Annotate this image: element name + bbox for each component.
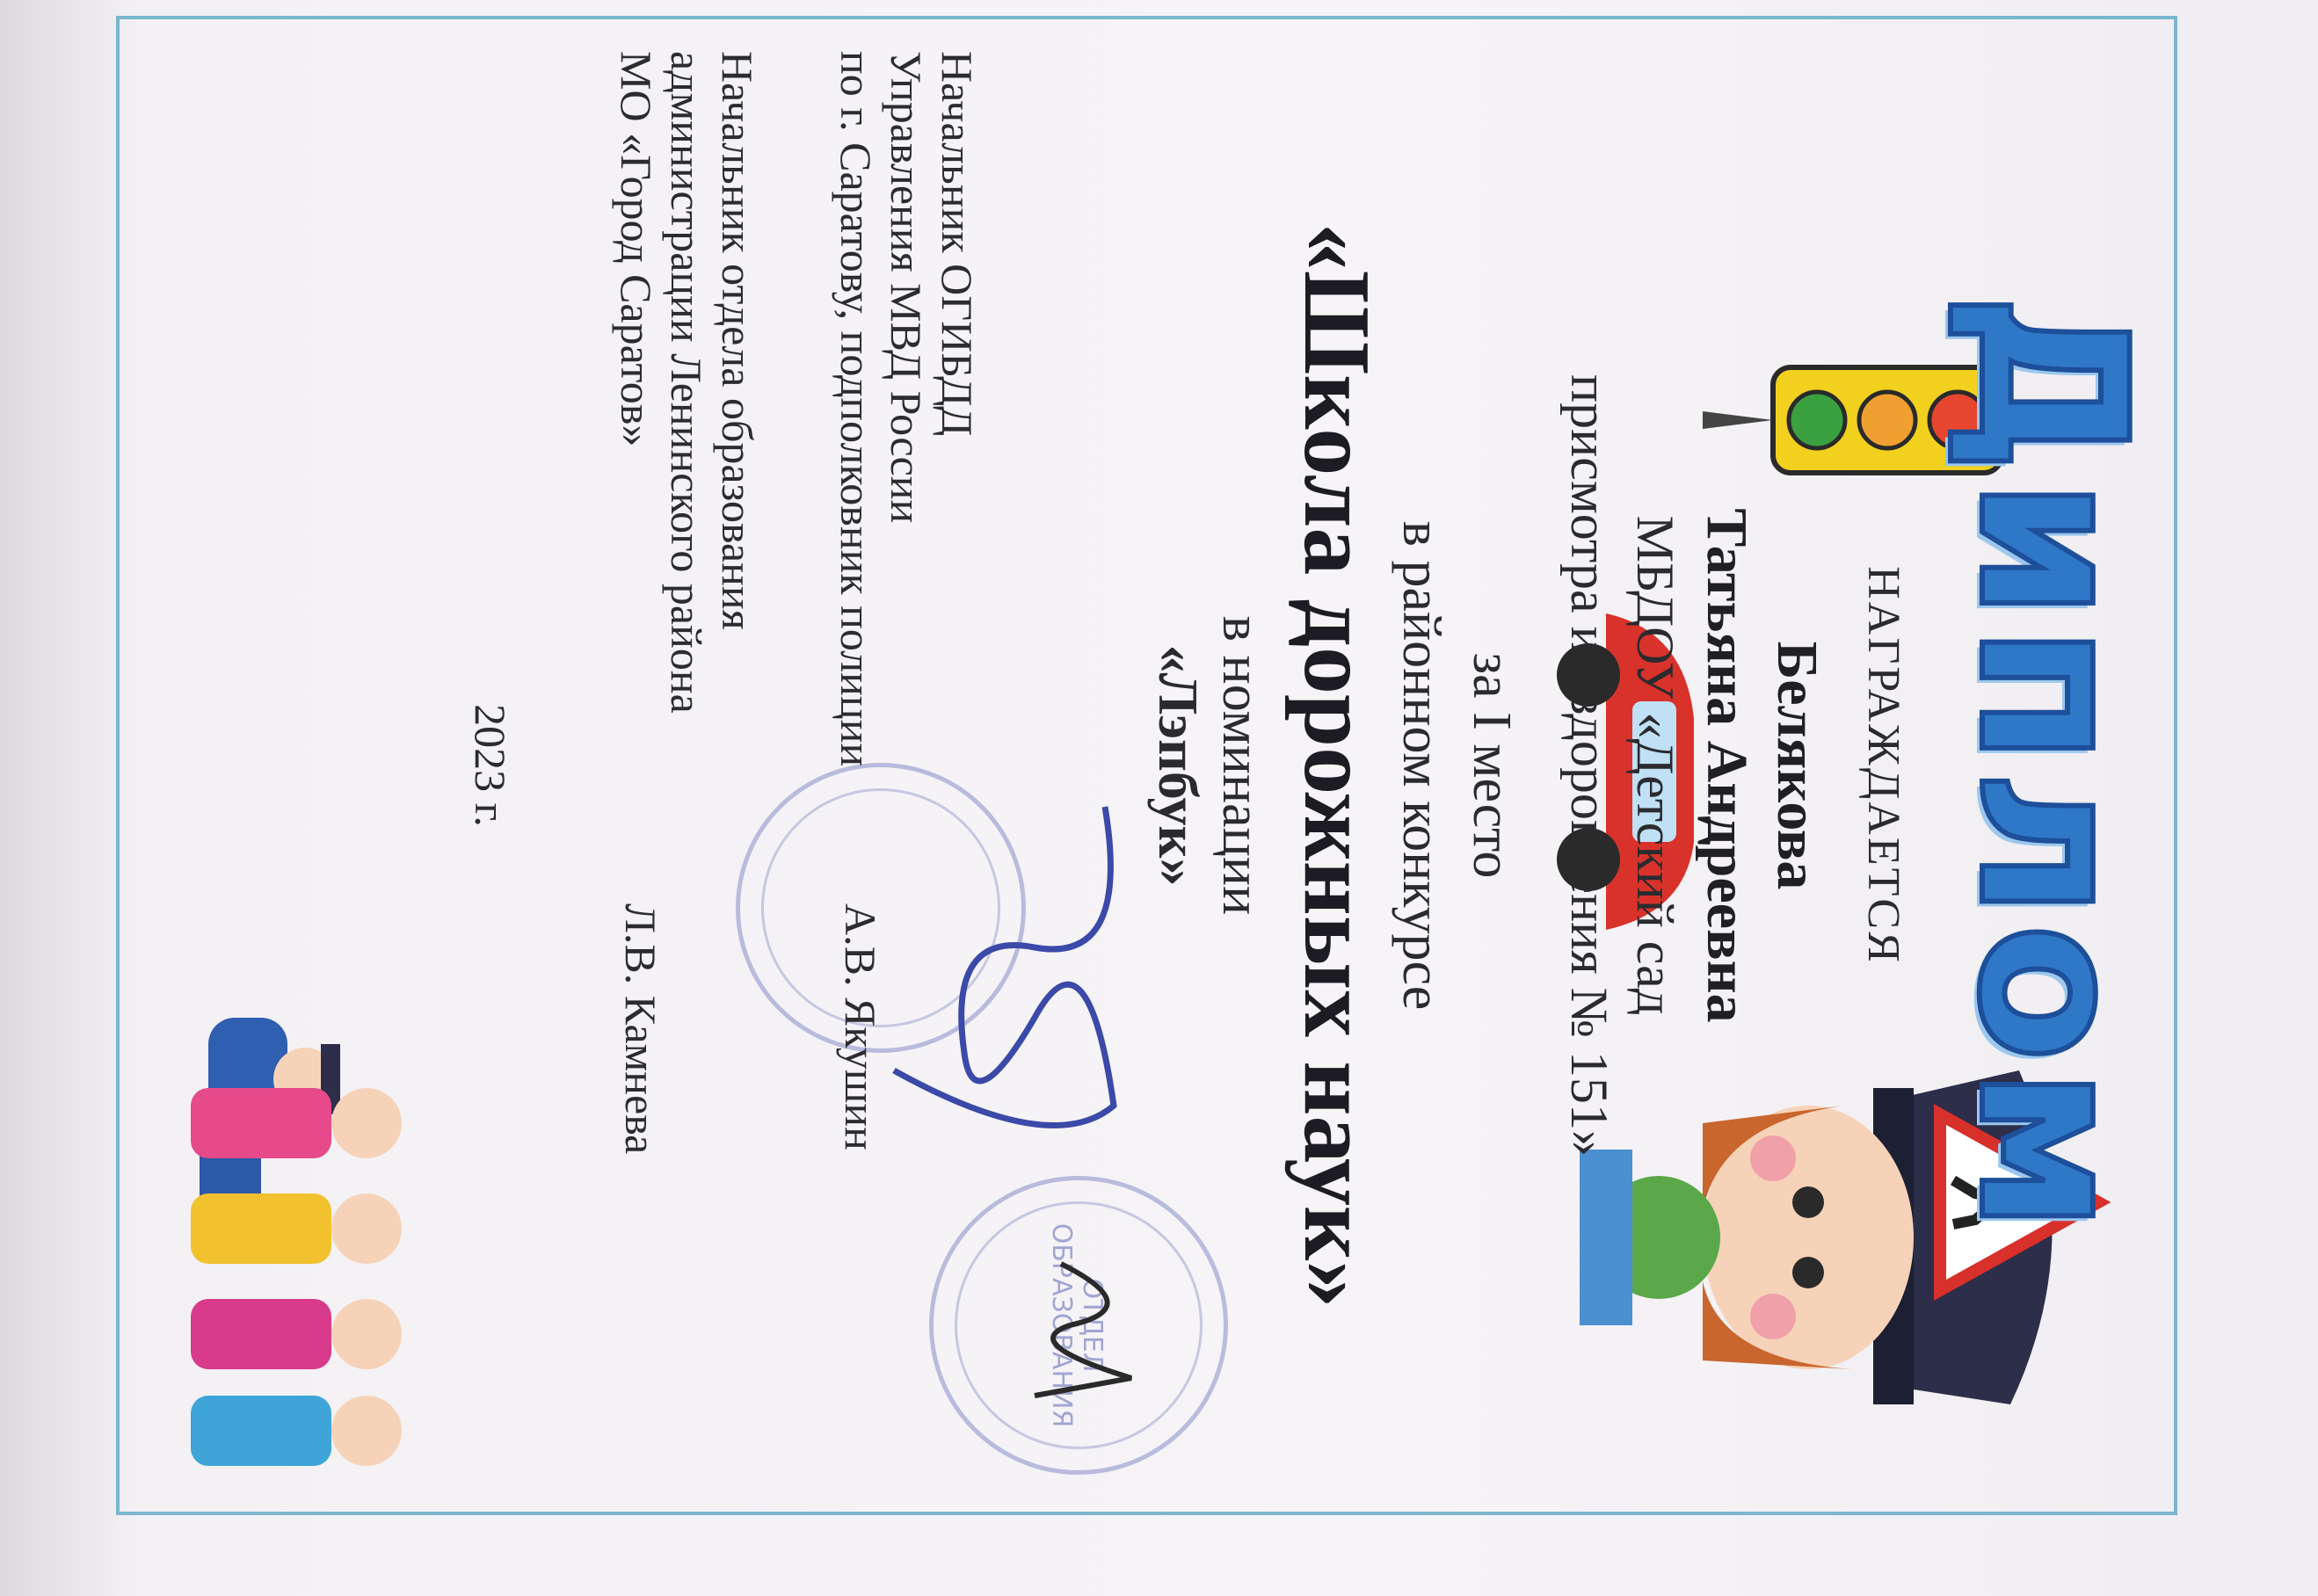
nomination-label: в номинации	[1211, 615, 1271, 916]
nomination-name: «Лэпбук»	[1147, 644, 1210, 887]
recipient-given-names: Татьяна Андреевна	[1695, 508, 1759, 1023]
signatory-1	[815, 16, 982, 1515]
children-illustration	[147, 1035, 419, 1475]
diploma-title: Диплом	[1934, 293, 2169, 1238]
contest-intro: в районном конкурсе	[1392, 520, 1451, 1011]
diploma-year: 2023 г.	[466, 704, 515, 827]
signatory-2-position-line-2: администрации Ленинского района	[662, 51, 712, 714]
recipient-surname: Белякова	[1765, 641, 1829, 890]
awarded-label: НАГРАЖДАЕТСЯ	[1858, 566, 1908, 965]
signatory-1-position-line-1: Начальник ОГИБДД	[933, 51, 982, 437]
signatory-2	[595, 16, 762, 1515]
signatory-1-name: А.В. Якушин	[836, 903, 885, 1150]
signatory-1-position-line-3: по г. Саратову, подполковник полиции	[832, 51, 881, 767]
organization-line-2: присмотра и оздоровления № 151»	[1560, 374, 1618, 1157]
stamp-text: ОТДЕЛ ОБРАЗОВАНИЯ	[1046, 1222, 1108, 1428]
organization-line-1: МБДОУ «Детский сад	[1626, 515, 1684, 1016]
contest-name: «Школа дорожных наук»	[1284, 222, 1389, 1309]
signature-2	[1008, 1255, 1166, 1413]
award-place: за I место	[1462, 652, 1522, 879]
signatory-2-name: Л.В. Камнева	[616, 903, 665, 1155]
signatory-1-position-line-2: Управления МВД России	[882, 51, 932, 524]
signatory-2-position-line-3: МО «Город Саратов»	[612, 51, 661, 447]
diploma-content	[116, 16, 2177, 1515]
signatory-2-position-line-1: Начальник отдела образования	[713, 51, 762, 630]
